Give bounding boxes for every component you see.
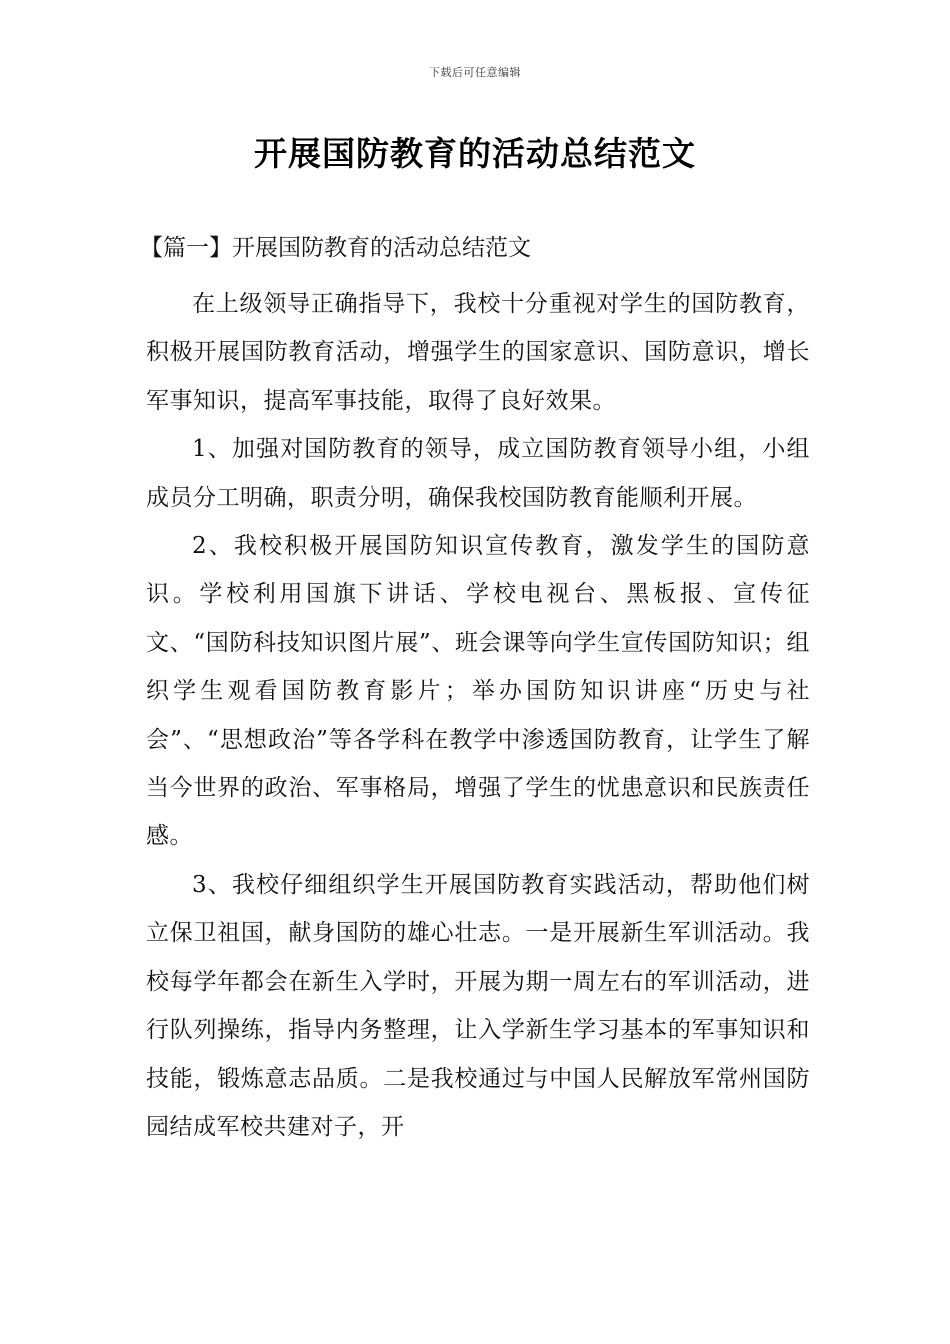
paragraph-item-1: 1、加强对国防教育的领导，成立国防教育领导小组，小组成员分工明确，职责分明，确保我校国防教育能顺利开展。 xyxy=(146,436,810,511)
document-title: 开展国防教育的活动总结范文 xyxy=(254,134,696,173)
section-heading: 【篇一】开展国防教育的活动总结范文 xyxy=(140,235,531,261)
paragraph-item-3: 3、我校仔细组织学生开展国防教育实践活动，帮助他们树立保卫祖国，献身国防的雄心壮志。一是开展新生军训活动。我校每学年都会在新生入学时，开展为期一周左右的军训活动，进行队列操练，指导内务整理，让入学新生学习基本的军事知识和技能，锻炼意志品质。二是我校通过与中国人民解放军常州国防园结成军校共建对子，开 xyxy=(146,871,810,1140)
header-note: 下载后可任意编辑 xyxy=(429,66,521,79)
paragraph-intro: 在上级领导正确指导下，我校十分重视对学生的国防教育，积极开展国防教育活动，增强学生的国家意识、国防意识，增长军事知识，提高军事技能，取得了良好效果。 xyxy=(146,291,810,414)
paragraph-item-2: 2、我校积极开展国防知识宣传教育，激发学生的国防意识。学校利用国旗下讲话、学校电视台、黑板报、宣传征文、“国防科技知识图片展”、班会课等向学生宣传国防知识；组织学生观看国防教育影片；举办国防知识讲座“历史与社会”、“思想政治”等各学科在教学中渗透国防教育，让学生了解当今世界的政治、军事格局，增强了学生的忧患意识和民族责任感。 xyxy=(146,533,810,850)
document-body xyxy=(146,280,810,1151)
